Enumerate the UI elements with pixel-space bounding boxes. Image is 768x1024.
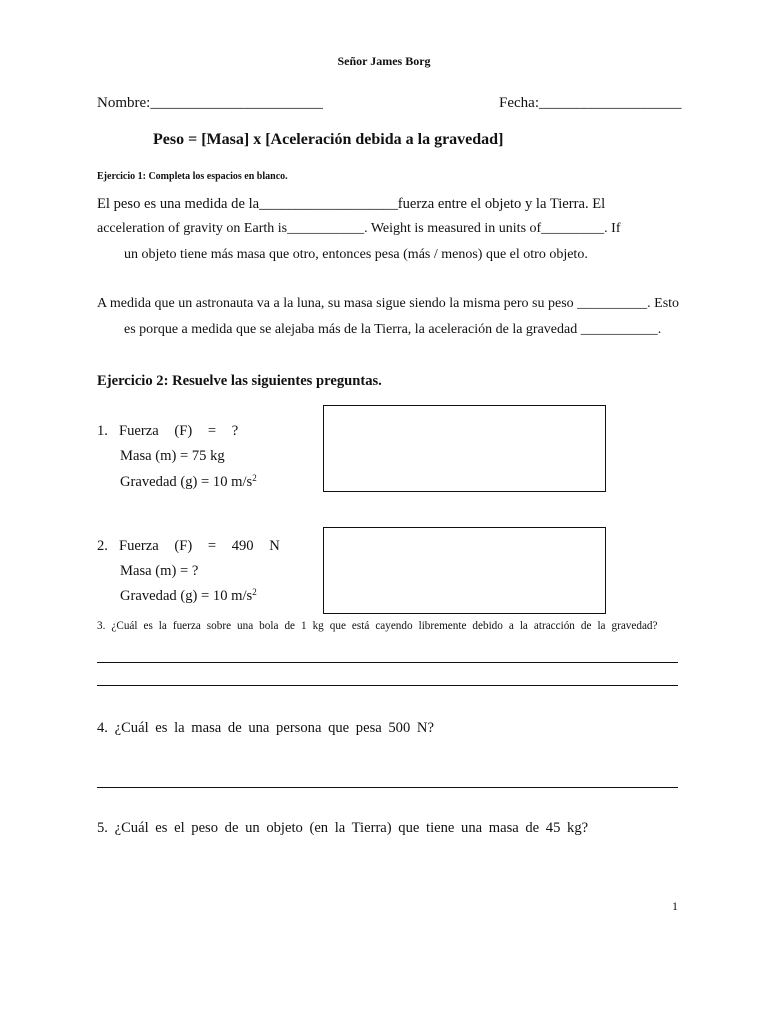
q2-gravity [120, 587, 257, 605]
date-field[interactable]: Fecha:___________________ [499, 95, 682, 111]
q2-line1: Fuerza (F) = 490 N [119, 538, 280, 554]
q2-gravity-text: Gravedad (g) = 10 m/s [120, 588, 253, 604]
q3-answer-line-2[interactable] [97, 685, 678, 686]
q1-number: 1. [97, 423, 108, 439]
question-3: 3. ¿Cuál es la fuerza sobre una bola de 1 kg que está cayendo libremente debido a la atracción de la gravedad? [97, 620, 658, 632]
exercise1-title: Ejercicio 1: Completa los espacios en blanco. [97, 171, 288, 182]
exercise1-line[interactable]: El peso es una medida de la___________________fuerza entre el objeto y la Tierra. El [97, 196, 606, 212]
question-5: 5. ¿Cuál es el peso de un objeto (en la Tierra) que tiene una masa de 45 kg? [97, 820, 589, 836]
q2-mass: Masa (m) = ? [120, 563, 199, 579]
exercise1-line[interactable]: A medida que un astronauta va a la luna, su masa sigue siendo la misma pero su peso __________. Esto [97, 296, 680, 311]
page-number: 1 [672, 899, 678, 913]
q1-answer-box[interactable] [323, 405, 606, 492]
q1-gravity-exp: 2 [252, 473, 257, 483]
q1-gravity-text: Gravedad (g) = 10 m/s [120, 474, 253, 490]
q2-number: 2. [97, 538, 108, 554]
teacher-name: Señor James Borg [337, 54, 431, 68]
question-4: 4. ¿Cuál es la masa de una persona que pesa 500 N? [97, 720, 434, 736]
q1-line1: Fuerza (F) = ? [119, 423, 239, 439]
exercise1-line[interactable]: acceleration of gravity on Earth is___________. Weight is measured in units of_________. If [97, 221, 621, 236]
name-field[interactable]: Nombre:_______________________ [97, 95, 323, 111]
q1-mass: Masa (m) = 75 kg [120, 448, 225, 464]
exercise1-line[interactable]: es porque a medida que se alejaba más de la Tierra, la aceleración de la gravedad ___________. [124, 322, 662, 337]
q4-answer-line[interactable] [97, 787, 678, 788]
exercise2-title: Ejercicio 2: Resuelve las siguientes preguntas. [97, 373, 382, 389]
q3-answer-line-1[interactable] [97, 662, 678, 663]
q2-gravity-exp: 2 [252, 587, 257, 597]
q2-answer-box[interactable] [323, 527, 606, 614]
q1-gravity [120, 473, 257, 491]
q1-force [97, 423, 238, 440]
q2-force [97, 538, 280, 555]
weight-formula: Peso = [Masa] x [Aceleración debida a la gravedad] [153, 131, 504, 148]
exercise1-line: un objeto tiene más masa que otro, entonces pesa (más / menos) que el otro objeto. [124, 247, 588, 262]
